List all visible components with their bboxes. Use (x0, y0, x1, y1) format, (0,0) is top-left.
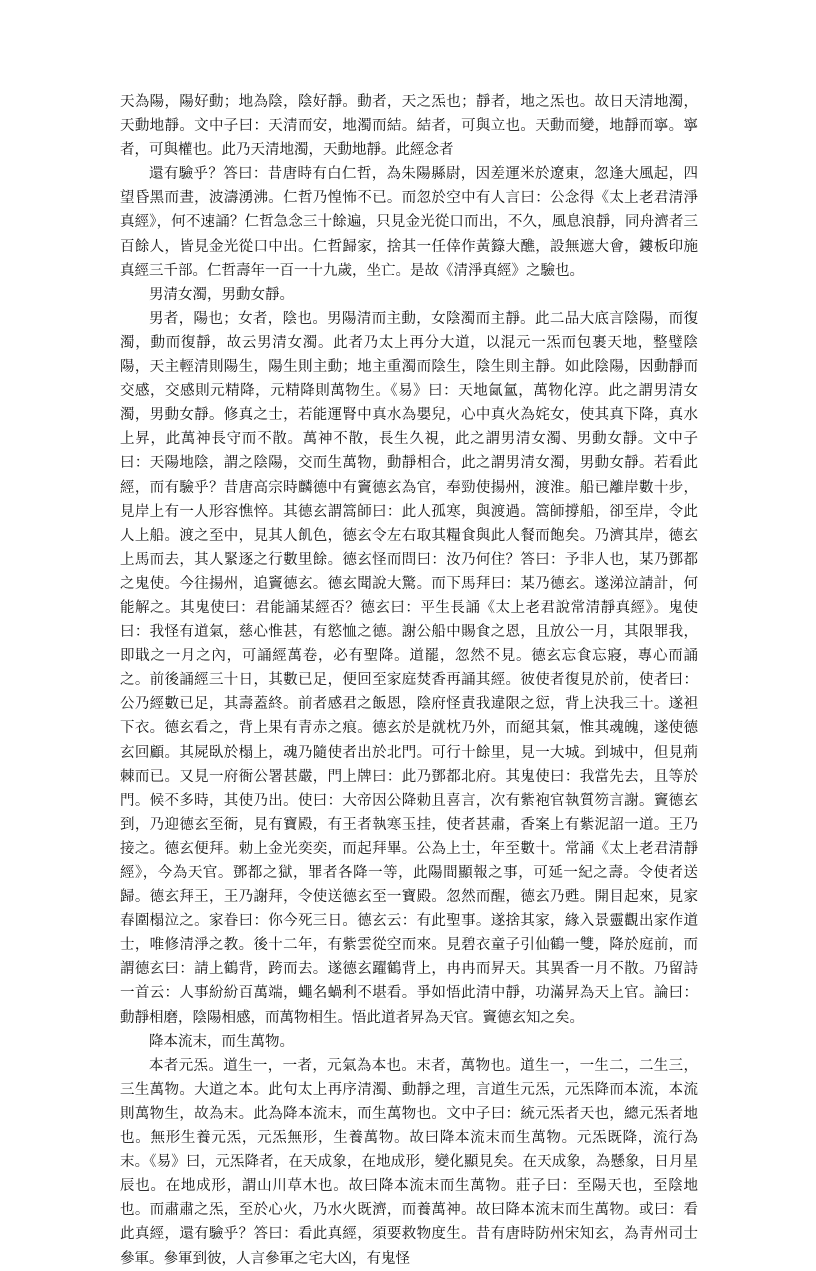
paragraph-3-heading: 男清女濁，男動女靜。 (149, 286, 294, 303)
document-page (120, 90, 698, 1271)
paragraph-5-heading: 降本流末，而生萬物。 (149, 1033, 294, 1050)
paragraph-1: 天為陽，陽好動；地為陰，陰好靜。動者，天之炁也；靜者，地之炁也。故日天清地濁，天動地靜。文中子曰：天清而安，地濁而結。結者，可與立也。天動而變，地靜而寧。寧者，可與權也。此乃天清地濁，天動地靜。此經念者 (120, 94, 698, 159)
paragraph-6: 本者元炁。道生一，一者，元氣為本也。末者，萬物也。道生一，一生二，二生三，三生萬物。大道之本。此句太上再序清濁、動靜之理，言道生元炁，元炁降而本流，本流則萬物生，故為末。此為降本流末，而生萬物也。文中子曰：統元炁者天也，總元炁者地也。無形生養元炁，元炁無形，生養萬物。故曰降本流末而生萬物。元炁既降，流行為末。《易》曰，元炁降者，在天成象，在地成形，變化顯見矣。在天成象，為懸象，日月星辰也。在地成形，謂山川草木也。故曰降本流末而生萬物。莊子曰：至陽天也，至陰地也。而肅肅之炁，至於心火，乃水火既濟，而養萬神。故曰降本流末而生萬物。或曰：看此真經，還有驗乎？答曰：看此真經，須要救物度生。昔有唐時防州宋知玄，為青州司士參軍。參軍到彼，人言參軍之宅大凶，有鬼怪 (120, 1057, 698, 1267)
paragraph-4: 男者，陽也；女者，陰也。男陽清而主動，女陰濁而主靜。此二品大底言陰陽，而復濁，動而復靜，故云男清女濁。此者乃太上再分大道，以混元一炁而包裹天地，整璧陰陽，天主輕清則陽生，陽生則主動；地主重濁而陰生，陰生則主靜。如此陰陽，因動靜而交感，交感則元精降，元精降則萬物生。《易》曰：天地氤氳，萬物化淳。此之謂男清女濁，男動女靜。修真之士，若能運腎中真水為嬰兒，心中真火為姹女，使其真下降，真水上昇，此萬神長守而不散。萬神不散，長生久視，此之謂男清女濁、男動女靜。文中子曰：天陽地陰，謂之陰陽，交而生萬物，動靜相合，此之謂男清女濁，男動女靜。若看此經，而有驗乎？昔唐高宗時麟德中有竇德玄為官，奉勁使揚州，渡淮。船已離岸數十步，見岸上有一人形容憔悴。其德玄謂篙師曰：此人孤寒，與渡過。篙師撐船，卻至岸，令此人上船。渡之至中，見其人飢色，德玄令左右取其糧食與此人餐而飽矣。乃濟其岸，德玄上馬而去，其人緊逐之行數里餘。德玄怪而問曰：汝乃何住？答曰：予非人也，某乃鄧都之鬼使。今往揚州，追竇德玄。德玄聞說大驚。而下馬拜曰：某乃德玄。遂涕泣請計，何能解之。其鬼使曰：君能誦某經否？德玄曰：平生長誦《太上老君說常清靜真經》。鬼使曰：我怪有道氣，慈心惟甚，有慾恤之德。謝公船中賜食之恩，且放公一月，其限罪我，即戢之一月之內，可誦經萬卷，必有聖降。道罷，忽然不見。德玄忘食忘寢，專心而誦之。前後誦經三十日，其數已足，便回至家庭焚香再誦其經。彼使者復見於前，使者曰：公乃經數已足，其壽蓋終。前者感君之飯恩，陰府怪責我違限之愆，背上決我三十。遂袒下衣。德玄看之，背上果有青赤之痕。德玄於是就枕乃外，而絕其氣，惟其魂魄，遂使德玄回顧。其屍臥於榻上，魂乃隨使者出於北門。可行十餘里，見一大城。到城中，但見荊棘而已。又見一府衙公署甚嚴，門上牌曰：此乃鄧都北府。其鬼使曰：我當先去，且等於門。候不多時，其使乃出。使曰：大帝因公降勅且喜言，次有紫袍官執質笏言謝。竇德玄到，乃迎德玄至衙，見有寶殿，有王者執寒玉挂，使者甚肅，香案上有紫泥詔一道。王乃接之。德玄便拜。勅上金光奕奕，而起拜畢。公為上士，年至數十。常誦《太上老君清靜經》，今為天官。鄧都之獄，罪者各降一等，此陽間顯報之事，可延一紀之壽。令使者送歸。德玄拜王，王乃謝拜，令使送德玄至一寶殿。忽然而醒，德玄乃甦。開目起來，見家春圍榻泣之。家眷曰：你今死三日。德玄云：有此聖事。遂捨其家，緣入景靈觀出家作道士，唯修清淨之教。後十二年，有紫雲從空而來。見碧衣童子引仙鶴一雙，降於庭前，而謂德玄曰：請上鶴背，跨而去。遂德玄躍鶴背上，冉冉而昇天。其異香一月不散。乃留詩一首云：人事紛紛百萬端，蠅名蝸利不堪看。爭如悟此清中靜，功滿昇為天上官。論曰：動靜相磨，陰陽相感，而萬物相生。悟此道者昇為天官。竇德玄知之矣。 (120, 310, 698, 1026)
paragraph-2: 還有驗乎？答曰：昔唐時有白仁哲，為朱陽縣尉，因差運米於遼東，忽逢大風起，四望昏黑而晝，波濤湧沸。仁哲乃惶怖不已。而忽於空中有人言曰：公念得《太上老君清淨真經》，何不速誦？仁哲急念三十餘遍，只見金光從口而出，不久，風息浪靜，同舟濟者三百餘人，皆見金光從口中出。仁哲歸家，捨其一任倖作黃籙大醮，設無遮大會，鏤板印施真經三千部。仁哲壽年一百一十九歲，坐亡。是故《清淨真經》之驗也。 (120, 166, 698, 279)
